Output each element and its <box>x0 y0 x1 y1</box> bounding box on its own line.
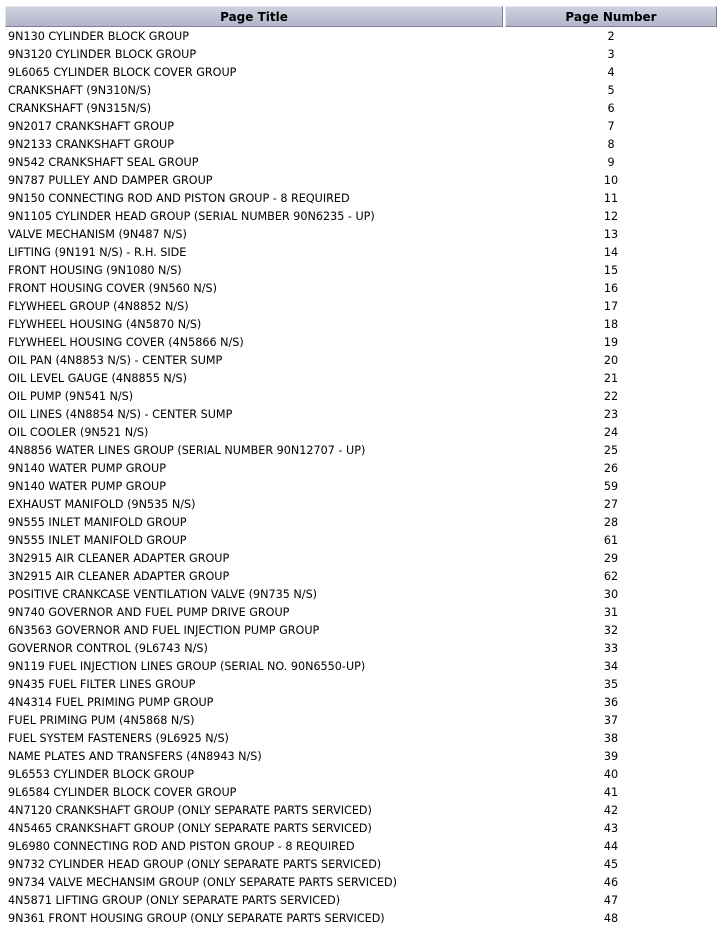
table-row <box>5 262 717 280</box>
table-row <box>5 604 717 622</box>
table-row <box>5 910 717 928</box>
page-title-cell: 9N740 GOVERNOR AND FUEL PUMP DRIVE GROUP <box>8 606 290 619</box>
page-number-cell: 20 <box>603 354 619 367</box>
page-number-cell: 39 <box>603 750 619 763</box>
table-row <box>5 514 717 532</box>
page-title-cell: EXHAUST MANIFOLD (9N535 N/S) <box>8 498 196 511</box>
table-row <box>5 568 717 586</box>
page-number-cell: 37 <box>603 714 619 727</box>
table-row <box>5 820 717 838</box>
page-title-cell: 9N542 CRANKSHAFT SEAL GROUP <box>8 156 199 169</box>
page-title-cell: 9N361 FRONT HOUSING GROUP (ONLY SEPARATE PARTS SERVICED) <box>8 912 385 925</box>
page-number-column-header[interactable]: Page Number <box>505 6 717 27</box>
table-row <box>5 280 717 298</box>
page-number-cell: 14 <box>603 246 619 259</box>
page-title-cell: FRONT HOUSING COVER (9N560 N/S) <box>8 282 218 295</box>
page-title-cell: 3N2915 AIR CLEANER ADAPTER GROUP <box>8 570 230 583</box>
page-number-cell: 45 <box>603 858 619 871</box>
page-title-cell: 9N1105 CYLINDER HEAD GROUP (SERIAL NUMBER 90N6235 - UP) <box>8 210 375 223</box>
table-row <box>5 802 717 820</box>
page-number-cell: 13 <box>603 228 619 241</box>
page-title-cell: 9N435 FUEL FILTER LINES GROUP <box>8 678 196 691</box>
table-row <box>5 496 717 514</box>
page-title-cell: OIL COOLER (9N521 N/S) <box>8 426 149 439</box>
table-row <box>5 100 717 118</box>
table-row <box>5 136 717 154</box>
table-row <box>5 676 717 694</box>
table-row <box>5 334 717 352</box>
page-title-cell: 9L6553 CYLINDER BLOCK GROUP <box>8 768 194 781</box>
page-number-cell: 11 <box>603 192 619 205</box>
page-number-cell: 24 <box>603 426 619 439</box>
page-title-cell: CRANKSHAFT (9N315N/S) <box>8 102 152 115</box>
page-number-cell: 44 <box>603 840 619 853</box>
page-title-cell: 9L6065 CYLINDER BLOCK COVER GROUP <box>8 66 237 79</box>
table-row <box>5 874 717 892</box>
page-number-cell: 33 <box>603 642 619 655</box>
table-row <box>5 424 717 442</box>
page-title-cell: LIFTING (9N191 N/S) - R.H. SIDE <box>8 246 187 259</box>
table-row <box>5 298 717 316</box>
page-number-cell: 6 <box>607 102 615 115</box>
page-title-cell: 9N119 FUEL INJECTION LINES GROUP (SERIAL NO. 90N6550-UP) <box>8 660 366 673</box>
table-row <box>5 27 717 46</box>
table-row <box>5 244 717 262</box>
table-row <box>5 406 717 424</box>
table-row <box>5 532 717 550</box>
page-number-cell: 46 <box>603 876 619 889</box>
table-row <box>5 892 717 910</box>
page-title-cell: 4N5465 CRANKSHAFT GROUP (ONLY SEPARATE PARTS SERVICED) <box>8 822 372 835</box>
page-number-cell: 27 <box>603 498 619 511</box>
page-number-cell: 4 <box>607 66 615 79</box>
page-number-cell: 62 <box>603 570 619 583</box>
table-row <box>5 694 717 712</box>
page-title-cell: OIL PUMP (9N541 N/S) <box>8 390 134 403</box>
page-title-cell: 3N2915 AIR CLEANER ADAPTER GROUP <box>8 552 230 565</box>
table-row <box>5 748 717 766</box>
page-title-cell: 9N732 CYLINDER HEAD GROUP (ONLY SEPARATE PARTS SERVICED) <box>8 858 382 871</box>
page-title-cell: 9N140 WATER PUMP GROUP <box>8 480 166 493</box>
page-title-cell: FLYWHEEL HOUSING (4N5870 N/S) <box>8 318 202 331</box>
table-row <box>5 442 717 460</box>
page-title-cell: 9N555 INLET MANIFOLD GROUP <box>8 516 187 529</box>
page-number-cell: 10 <box>603 174 619 187</box>
page-title-cell: 9N787 PULLEY AND DAMPER GROUP <box>8 174 213 187</box>
table-row <box>5 658 717 676</box>
page-title-cell: GOVERNOR CONTROL (9L6743 N/S) <box>8 642 208 655</box>
table-row <box>5 712 717 730</box>
page-title-cell: OIL LEVEL GAUGE (4N8855 N/S) <box>8 372 187 385</box>
table-row <box>5 82 717 100</box>
table-row <box>5 388 717 406</box>
page-number-cell: 38 <box>603 732 619 745</box>
page-title-cell: 4N7120 CRANKSHAFT GROUP (ONLY SEPARATE PARTS SERVICED) <box>8 804 372 817</box>
page-title-cell: 9N140 WATER PUMP GROUP <box>8 462 166 475</box>
page-number-cell: 41 <box>603 786 619 799</box>
page-title-cell: FUEL SYSTEM FASTENERS (9L6925 N/S) <box>8 732 229 745</box>
page-number-cell: 3 <box>607 48 615 61</box>
page-number-cell: 7 <box>607 120 615 133</box>
page-number-cell: 22 <box>603 390 619 403</box>
page-number-cell: 21 <box>603 372 619 385</box>
page-title-cell: 9L6980 CONNECTING ROD AND PISTON GROUP - 8 REQUIRED <box>8 840 355 853</box>
page-title-cell: 9L6584 CYLINDER BLOCK COVER GROUP <box>8 786 237 799</box>
table-row <box>5 460 717 478</box>
page-title-cell: FLYWHEEL HOUSING COVER (4N5866 N/S) <box>8 336 244 349</box>
page-title-cell: 6N3563 GOVERNOR AND FUEL INJECTION PUMP GROUP <box>8 624 320 637</box>
table-row <box>5 856 717 874</box>
page-title-cell: 9N734 VALVE MECHANSIM GROUP (ONLY SEPARATE PARTS SERVICED) <box>8 876 397 889</box>
page-title-cell: 9N2133 CRANKSHAFT GROUP <box>8 138 174 151</box>
page-title-cell: CRANKSHAFT (9N310N/S) <box>8 84 152 97</box>
page-number-cell: 2 <box>607 30 615 43</box>
page-number-cell: 19 <box>603 336 619 349</box>
page-number-cell: 35 <box>603 678 619 691</box>
table-row <box>5 352 717 370</box>
table-row <box>5 730 717 748</box>
page-number-cell: 29 <box>603 552 619 565</box>
page-number-cell: 16 <box>603 282 619 295</box>
page-title-cell: FUEL PRIMING PUM (4N5868 N/S) <box>8 714 195 727</box>
page-title-cell: FLYWHEEL GROUP (4N8852 N/S) <box>8 300 189 313</box>
page-title-cell: FRONT HOUSING (9N1080 N/S) <box>8 264 182 277</box>
table-row <box>5 838 717 856</box>
table-row <box>5 208 717 226</box>
table-row <box>5 370 717 388</box>
header-row <box>5 6 717 27</box>
page-title-cell: 9N130 CYLINDER BLOCK GROUP <box>8 30 189 43</box>
page-number-cell: 34 <box>603 660 619 673</box>
page-number-cell: 36 <box>603 696 619 709</box>
table-row <box>5 118 717 136</box>
page-number-cell: 23 <box>603 408 619 421</box>
page-number-cell: 31 <box>603 606 619 619</box>
table-row <box>5 622 717 640</box>
page-title-cell: OIL LINES (4N8854 N/S) - CENTER SUMP <box>8 408 233 421</box>
table-row <box>5 64 717 82</box>
page-number-cell: 26 <box>603 462 619 475</box>
page-number-cell: 15 <box>603 264 619 277</box>
page-number-cell: 47 <box>603 894 619 907</box>
table-row <box>5 226 717 244</box>
table-row <box>5 784 717 802</box>
page-title-cell: 9N150 CONNECTING ROD AND PISTON GROUP - 8 REQUIRED <box>8 192 350 205</box>
table-of-contents <box>3 6 719 928</box>
page-title-cell: OIL PAN (4N8853 N/S) - CENTER SUMP <box>8 354 223 367</box>
page-number-cell: 17 <box>603 300 619 313</box>
page-number-cell: 8 <box>607 138 615 151</box>
table-row <box>5 766 717 784</box>
table-row <box>5 190 717 208</box>
table-row <box>5 478 717 496</box>
page-number-cell: 48 <box>603 912 619 925</box>
page-number-cell: 43 <box>603 822 619 835</box>
table-row <box>5 316 717 334</box>
page-title-column-header[interactable]: Page Title <box>5 6 503 27</box>
page-title-cell: 9N2017 CRANKSHAFT GROUP <box>8 120 174 133</box>
table-row <box>5 46 717 64</box>
page-title-cell: 4N5871 LIFTING GROUP (ONLY SEPARATE PARTS SERVICED) <box>8 894 341 907</box>
page-number-cell: 18 <box>603 318 619 331</box>
page-number-cell: 12 <box>603 210 619 223</box>
page-title-cell: 4N8856 WATER LINES GROUP (SERIAL NUMBER 90N12707 - UP) <box>8 444 366 457</box>
page-number-cell: 5 <box>607 84 615 97</box>
table-body <box>5 27 717 928</box>
page-number-cell: 9 <box>607 156 615 169</box>
page-number-cell: 59 <box>603 480 619 493</box>
page-title-cell: VALVE MECHANISM (9N487 N/S) <box>8 228 187 241</box>
page-title-cell: POSITIVE CRANKCASE VENTILATION VALVE (9N735 N/S) <box>8 588 318 601</box>
page-title-cell: 9N3120 CYLINDER BLOCK GROUP <box>8 48 197 61</box>
page-number-cell: 25 <box>603 444 619 457</box>
table-row <box>5 172 717 190</box>
page-number-cell: 28 <box>603 516 619 529</box>
table-row <box>5 640 717 658</box>
table-row <box>5 154 717 172</box>
page-number-cell: 61 <box>603 534 619 547</box>
page-number-cell: 42 <box>603 804 619 817</box>
table-row <box>5 586 717 604</box>
page-number-cell: 30 <box>603 588 619 601</box>
page-number-cell: 32 <box>603 624 619 637</box>
page-number-cell: 40 <box>603 768 619 781</box>
page-title-cell: 9N555 INLET MANIFOLD GROUP <box>8 534 187 547</box>
page-title-cell: NAME PLATES AND TRANSFERS (4N8943 N/S) <box>8 750 262 763</box>
page-title-cell: 4N4314 FUEL PRIMING PUMP GROUP <box>8 696 214 709</box>
table-row <box>5 550 717 568</box>
